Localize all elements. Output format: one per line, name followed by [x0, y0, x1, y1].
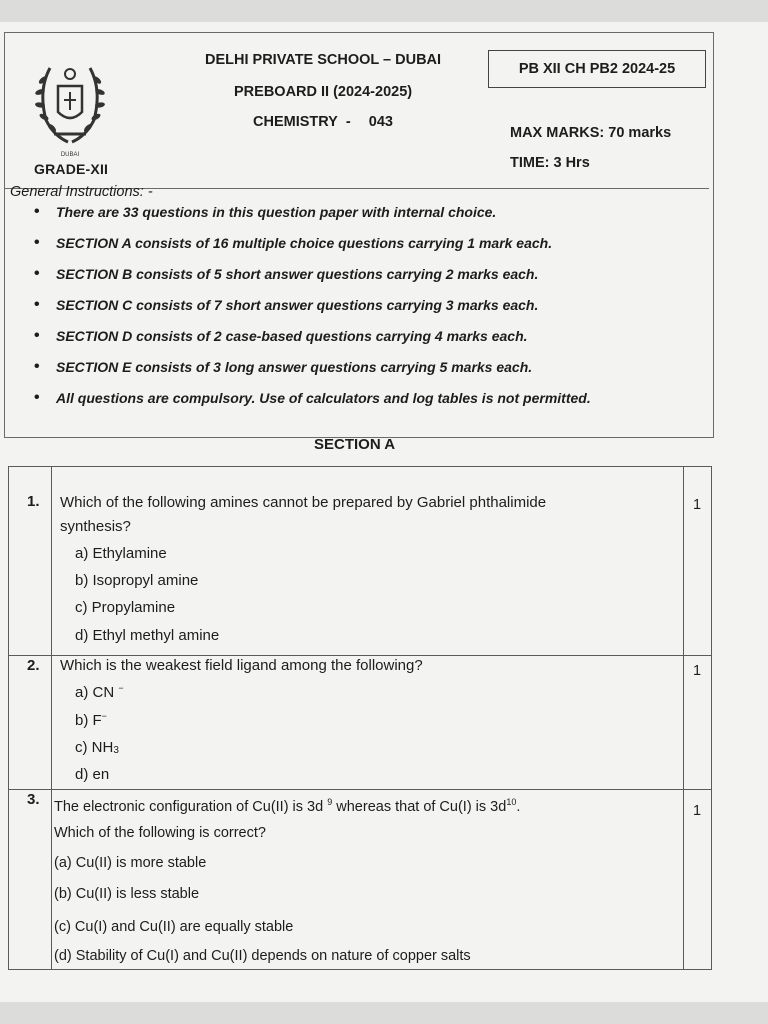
subject-name: CHEMISTRY: [253, 114, 338, 130]
question-number: 3.: [27, 791, 40, 808]
config-text: .: [516, 799, 521, 815]
option-b: b) Isopropyl amine: [75, 572, 199, 589]
instruction-item: • SECTION C consists of 7 short answer questions carrying 3 marks each.: [34, 295, 591, 326]
config-text: The electronic configuration of Cu(II) is 3d: [54, 799, 324, 815]
subject-separator: -: [345, 114, 351, 130]
subject-title: [253, 114, 393, 130]
number-column-divider: [51, 467, 52, 969]
superscript: 9: [327, 797, 333, 807]
subscript: 3: [113, 745, 119, 756]
school-name: DELHI PRIVATE SCHOOL – DUBAI: [205, 52, 442, 68]
question-marks: 1: [693, 803, 702, 819]
section-a-title: SECTION A: [314, 436, 396, 453]
question-text: Which is the weakest field ligand among the following?: [60, 657, 423, 674]
svg-text:DUBAI: DUBAI: [60, 152, 80, 158]
instructions-title: General Instructions: -: [10, 184, 153, 200]
charge-superscript: −: [101, 711, 107, 721]
config-text: whereas that of Cu(I) is 3d: [332, 799, 507, 815]
school-crest-icon: [34, 50, 106, 158]
instruction-item: • SECTION A consists of 16 multiple choice questions carrying 1 mark each.: [34, 233, 591, 264]
grade-label: GRADE-XII: [34, 161, 109, 177]
question-marks: 1: [693, 663, 702, 679]
question-marks: 1: [693, 497, 702, 513]
option-d: d) en: [75, 766, 110, 783]
row-divider: [9, 789, 711, 790]
row-divider: [9, 655, 711, 656]
option-d: (d) Stability of Cu(I) and Cu(II) depends on nature of copper salts: [54, 948, 471, 964]
instruction-item: • SECTION B consists of 5 short answer questions carrying 2 marks each.: [34, 264, 591, 295]
instructions-list: [34, 202, 591, 419]
question-text: synthesis?: [60, 518, 131, 535]
marks-column-divider: [683, 467, 684, 969]
option-a: a) Ethylamine: [75, 545, 167, 562]
question-number: 2.: [27, 657, 40, 674]
questions-table: [8, 466, 712, 970]
instruction-item: • SECTION E consists of 3 long answer questions carrying 5 marks each.: [34, 357, 591, 388]
question-text: Which of the following is correct?: [54, 825, 266, 841]
max-marks: MAX MARKS: 70 marks: [510, 125, 672, 141]
question-text: Which of the following amines cannot be prepared by Gabriel phthalimide: [60, 494, 547, 511]
exam-time: TIME: 3 Hrs: [510, 155, 590, 171]
subject-code: 043: [368, 114, 393, 130]
option-a: (a) Cu(II) is more stable: [54, 855, 207, 871]
option-c: (c) Cu(I) and Cu(II) are equally stable: [54, 919, 294, 935]
option-c: [75, 739, 119, 756]
option-b: (b) Cu(II) is less stable: [54, 886, 200, 902]
option-text: b) F: [75, 712, 102, 729]
option-c: c) Propylamine: [75, 599, 176, 616]
question-text: [54, 797, 520, 815]
instruction-item: • All questions are compulsory. Use of calculators and log tables is not permitted.: [34, 388, 591, 419]
option-text: c) NH: [75, 739, 114, 756]
exam-title: PREBOARD II (2024-2025): [234, 84, 413, 100]
option-b: [75, 711, 107, 729]
charge-superscript: −: [118, 683, 124, 693]
instruction-item: • SECTION D consists of 2 case-based questions carrying 4 marks each.: [34, 326, 591, 357]
paper-code-box: PB XII CH PB2 2024-25: [488, 50, 706, 88]
superscript: 10: [506, 797, 517, 807]
option-text: a) CN: [75, 684, 115, 701]
instruction-item: • There are 33 questions in this question paper with internal choice.: [34, 202, 591, 233]
option-d: d) Ethyl methyl amine: [75, 627, 220, 644]
option-a: [75, 683, 124, 701]
question-number: 1.: [27, 493, 40, 510]
